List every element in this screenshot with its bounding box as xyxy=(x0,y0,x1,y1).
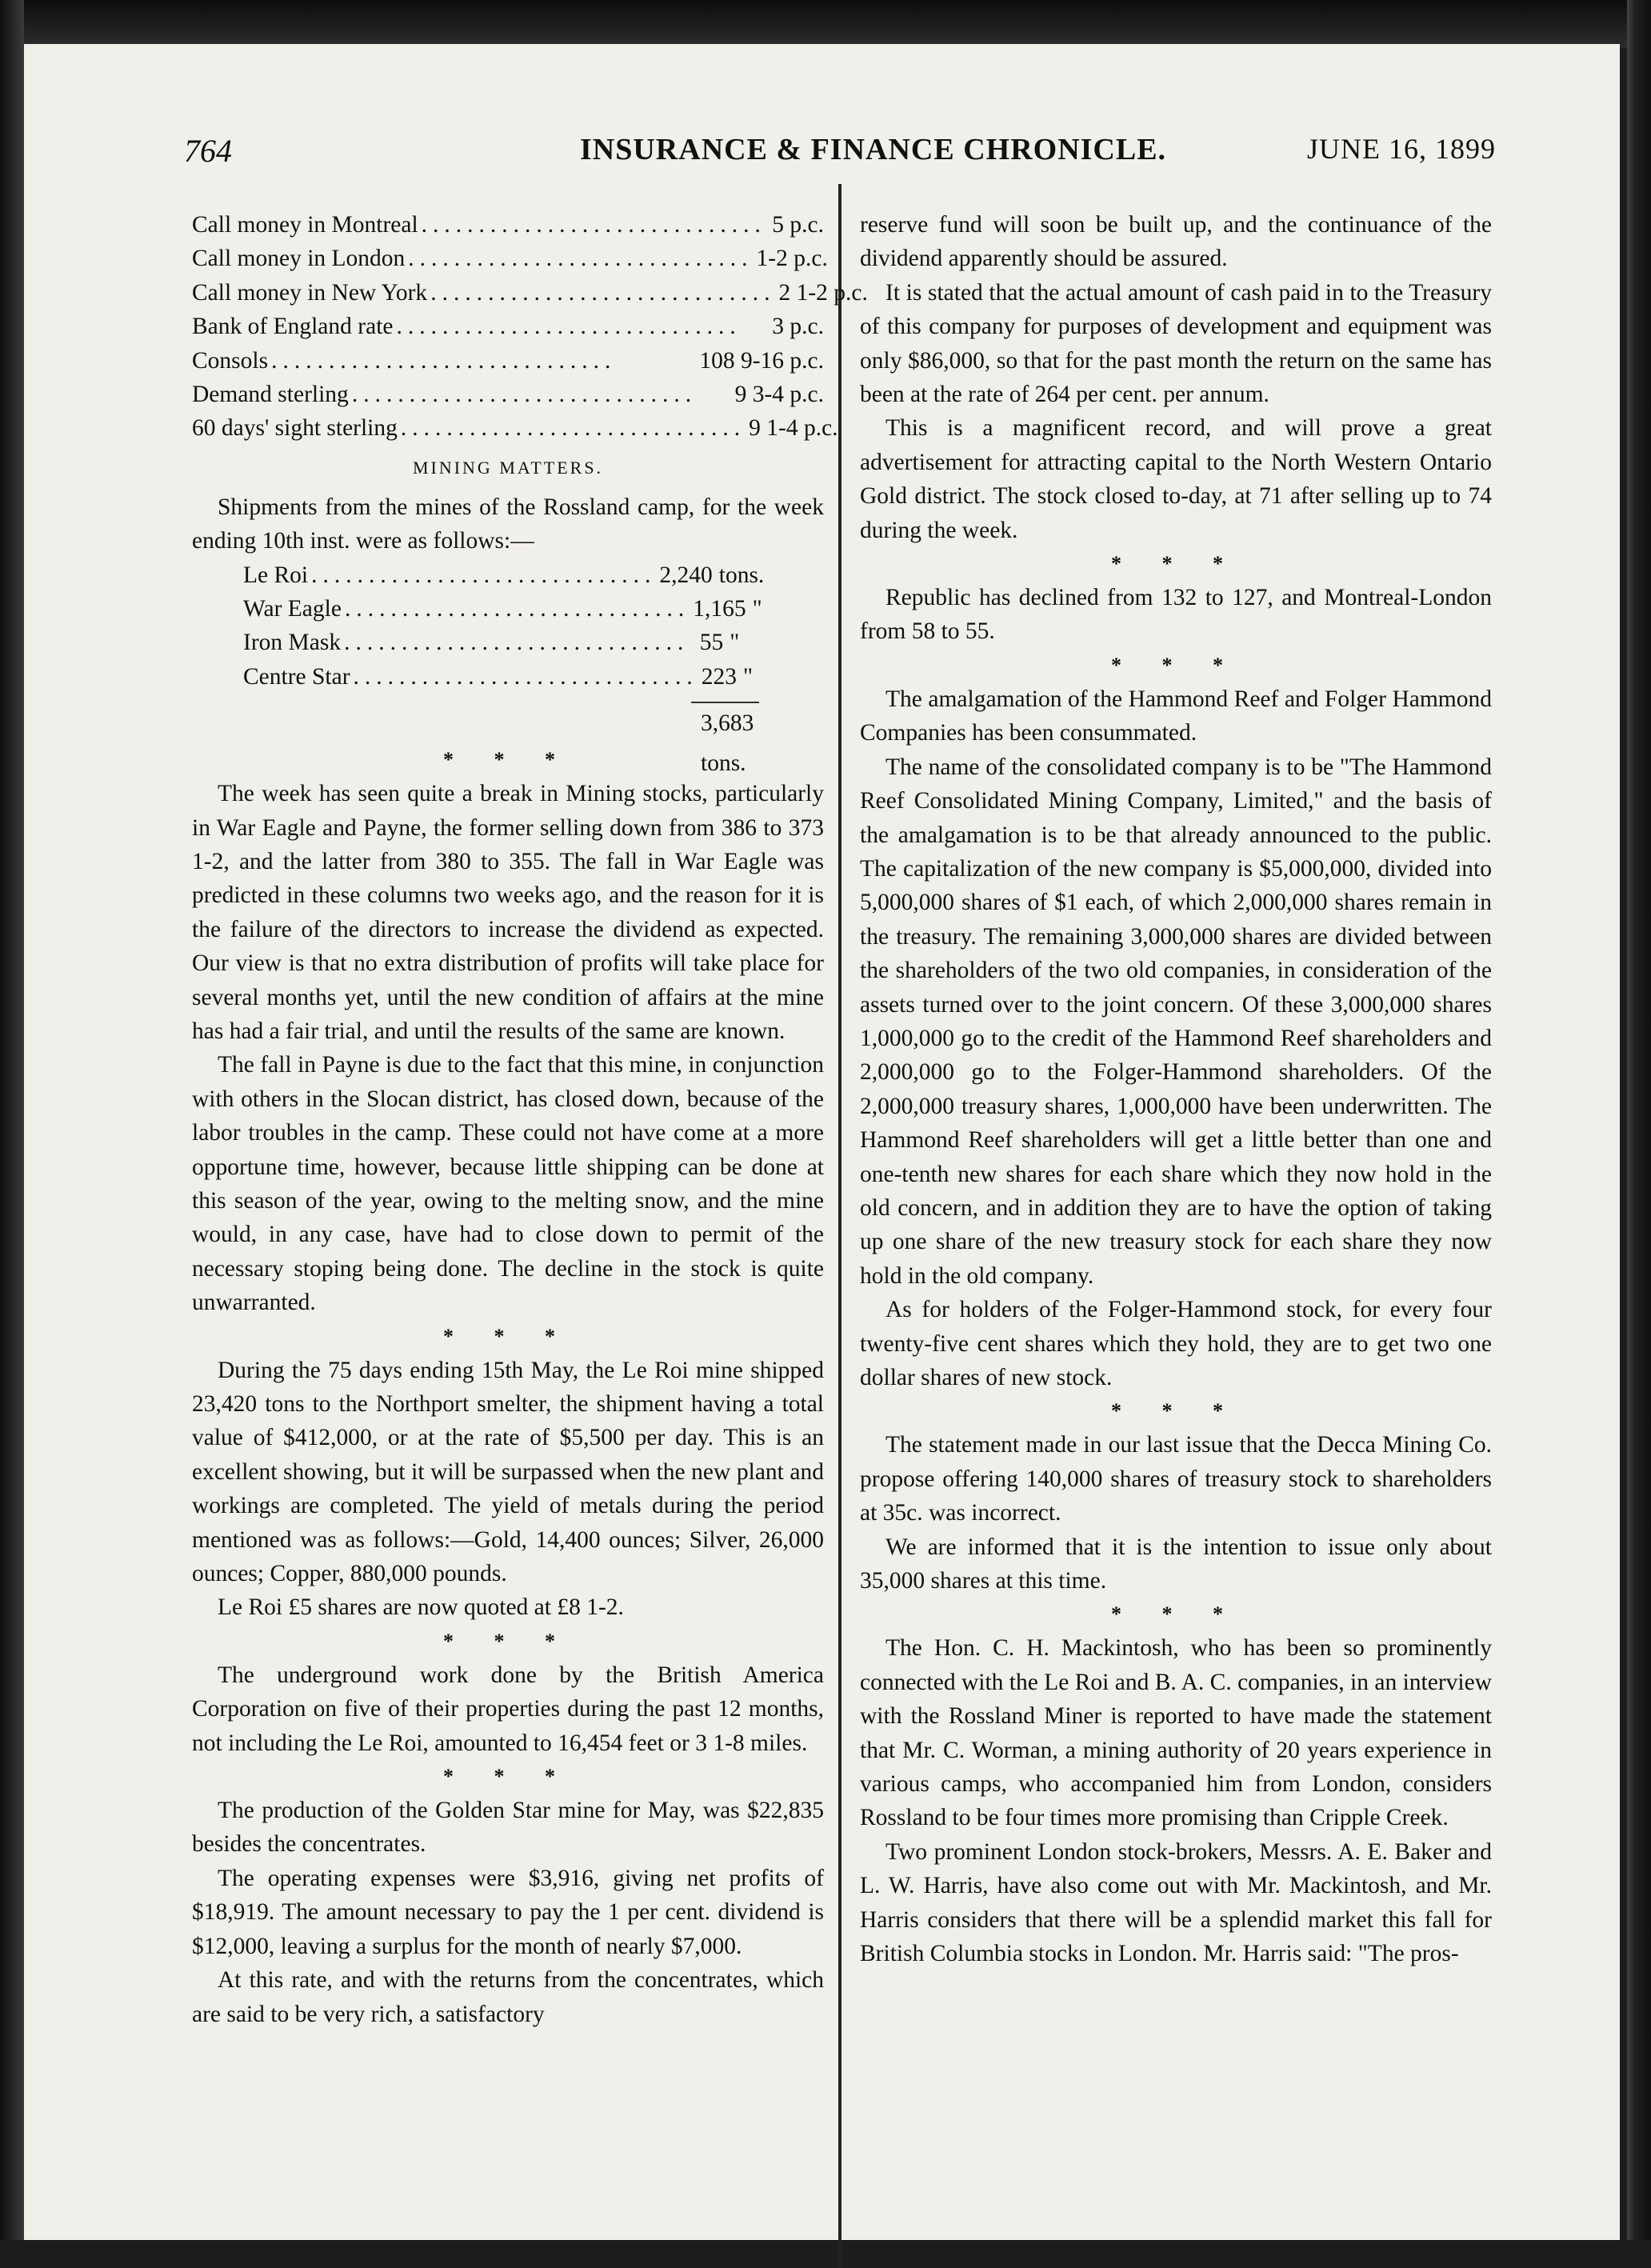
right-column xyxy=(860,208,1492,1971)
article-paragraph: This is a magnificent record, and will prove a great advertisement for attracting capital to the North Western Ontario Gold district. The stock closed to-day, at 71 after selling up to 74 during the week. xyxy=(860,415,1492,543)
rate-value: 1-2 p.c. xyxy=(756,246,828,272)
section-separator: * * * xyxy=(1111,1399,1241,1423)
leader-dots: .............................. xyxy=(400,415,746,442)
leader-dots: .............................. xyxy=(351,381,698,407)
shipment-unit: tons. xyxy=(718,562,765,588)
mine-name: War Eagle xyxy=(243,595,342,622)
rate-value: 5 p.c. xyxy=(772,212,824,238)
leader-dots: .............................. xyxy=(353,663,698,690)
rate-value: 9 3-4 p.c. xyxy=(734,381,824,407)
rate-label: Call money in London xyxy=(192,246,406,272)
shipment-unit: " xyxy=(743,663,754,690)
rate-value: 108 9-16 p.c. xyxy=(699,347,824,374)
rate-label: Demand sterling xyxy=(192,381,349,407)
rate-label: Call money in New York xyxy=(192,279,428,306)
article-paragraph: The fall in Payne is due to the fact that this mine, in conjunction with others in the Slocan district, has closed down, because of the labor troubles in the camp. These could not have come at a more opportune time, however, because little shipping can be done at this season of the year, owing to the melting snow, and the mine would, in any case, have had to close down to permit of the necessary stoping being done. The decline in the stock is quite unwarranted. xyxy=(192,1052,824,1316)
article-paragraph: During the 75 days ending 15th May, the Le Roi mine shipped 23,420 tons to the Northport smelter, the shipment having a total value of $412,000, or at the rate of $5,500 per day. This is an excellent showing, but it will be surpassed when the new plant and workings are completed. The yield of metals during the period mentioned was as follows:—Gold, 14,400 ounces; Silver, 26,000 ounces; Copper, 880,000 pounds. xyxy=(192,1357,824,1587)
section-separator: * * * xyxy=(1111,552,1241,576)
shipment-unit: " xyxy=(752,595,762,622)
article-paragraph: The production of the Golden Star mine for May, was $22,835 besides the concentrates. xyxy=(192,1798,824,1858)
section-heading: MINING MATTERS. xyxy=(412,457,604,478)
leader-dots: .............................. xyxy=(396,314,742,340)
rate-row xyxy=(192,378,824,411)
article-paragraph: The name of the consolidated company is to be "The Hammond Reef Consolidated Mining Company, Limited," and the basis of the amalgamation is to be that already announced to the public. The capitalization of the new company is $5,000,000, divided into 5,000,000 shares of $1 each, of which 2,000,000 shares remain in the treasury. The remaining 3,000,000 shares are divided between the shareholders of the two old companies, in consideration of the assets turned over to the joint concern. Of these 3,000,000 shares 1,000,000 go to the credit of the Hammond Reef shareholders and 2,000,000 go to the Folger-Hammond shareholders. Of the 2,000,000 treasury shares, 1,000,000 have been underwritten. The Hammond Reef shareholders will get a little better than one and one-tenth new shares for each share which they now hold in the old concern, and in addition they are to have the option of taking up one share of the new treasury stock for each share they now hold in the old company. xyxy=(860,754,1492,1289)
article-paragraph: The operating expenses were $3,916, giving net profits of $18,919. The amount necessary to pay the 1 per cent. dividend is $12,000, leaving a surplus for the month of nearly $7,000. xyxy=(192,1865,824,1959)
article-paragraph: Shipments from the mines of the Rossland camp, for the week ending 10th inst. were as follows:— xyxy=(192,494,824,554)
article-paragraph: The Hon. C. H. Mackintosh, who has been so prominently connected with the Le Roi and B. A. C. companies, in an interview with the Rossland Miner is reported to have made the statement that Mr. C. Worman, a mining authority of 20 years experience in various camps, who accompanied him from London, considers Rossland to be four times more promising than Cripple Creek. xyxy=(860,1635,1492,1831)
shipment-row xyxy=(243,558,765,592)
leader-dots: .............................. xyxy=(271,347,617,374)
section-separator: * * * xyxy=(1111,653,1241,677)
shipment-tons: 1,165 xyxy=(693,595,746,622)
article-paragraph: The amalgamation of the Hammond Reef and Folger Hammond Companies has been consummated. xyxy=(860,686,1492,746)
rate-label: Call money in Montreal xyxy=(192,212,418,238)
rate-label: 60 days' sight sterling xyxy=(192,415,398,442)
shipment-tons: 2,240 xyxy=(659,562,713,588)
rate-label: Bank of England rate xyxy=(192,314,394,340)
mine-name: Le Roi xyxy=(243,562,309,588)
scan-border-left xyxy=(0,0,24,2240)
section-separator: * * * xyxy=(443,748,573,772)
scan-border-top xyxy=(0,0,1651,48)
column-divider xyxy=(838,184,841,2268)
rate-row xyxy=(192,310,824,343)
mine-name: Centre Star xyxy=(243,663,350,690)
shipment-row xyxy=(243,592,762,626)
section-separator: * * * xyxy=(443,1629,573,1653)
article-paragraph: It is stated that the actual amount of cash paid in to the Treasury of this company for purposes of development and equipment was only $86,000, so that for the past month the return on the same has been at the rate of 264 per cent. per annum. xyxy=(860,279,1492,408)
shipment-tons: 55 xyxy=(699,630,724,656)
rate-value: 2 1-2 p.c. xyxy=(778,279,868,306)
article-paragraph: The week has seen quite a break in Mining stocks, particularly in War Eagle and Payne, the former selling down from 386 to 373 1-2, and the latter from 380 to 355. The fall in War Eagle was predicted in these columns two weeks ago, and the reason for it is the failure of the directors to increase the dividend as expected. Our view is that no extra distribution of profits will take place for several months yet, until the new condition of affairs at the mine has had a fair trial, and until the results of the same are known. xyxy=(192,781,824,1044)
leader-dots: .............................. xyxy=(311,562,657,588)
left-column xyxy=(192,208,868,2031)
rate-label: Consols xyxy=(192,347,269,374)
shipment-row xyxy=(243,626,755,659)
shipment-row xyxy=(243,660,755,694)
shipment-unit: " xyxy=(730,630,740,656)
rate-value: 3 p.c. xyxy=(772,314,824,340)
article-paragraph: We are informed that it is the intention to issue only about 35,000 shares at this time. xyxy=(860,1534,1492,1594)
article-paragraph: The underground work done by the British America Corporation on five of their properties during the past 12 months, not including the Le Roi, amounted to 16,454 feet or 3 1-8 miles. xyxy=(192,1662,824,1756)
article-paragraph: reserve fund will soon be built up, and the continuance of the dividend apparently should be assured. xyxy=(860,212,1492,272)
rate-row xyxy=(192,344,824,378)
article-paragraph: Le Roi £5 shares are now quoted at £8 1-2. xyxy=(218,1594,624,1621)
money-rates-table xyxy=(192,208,868,446)
shipments-table xyxy=(243,558,765,777)
shipments-total: 3,683 tons. xyxy=(701,710,754,777)
shipment-tons: 223 xyxy=(701,663,738,690)
leader-dots: .............................. xyxy=(421,212,766,238)
rate-value: 9 1-4 p.c. xyxy=(749,415,838,442)
section-separator: * * * xyxy=(443,1765,573,1789)
page-number: 764 xyxy=(184,133,232,169)
publication-title: INSURANCE & FINANCE CHRONICLE. xyxy=(580,133,1167,166)
rate-row xyxy=(192,208,824,242)
leader-dots: .............................. xyxy=(408,246,754,272)
section-separator: * * * xyxy=(443,1324,573,1348)
mine-name: Iron Mask xyxy=(243,630,342,656)
section-separator: * * * xyxy=(1111,1602,1241,1626)
page-header xyxy=(184,124,1496,180)
article-paragraph: As for holders of the Folger-Hammond stock, for every four twenty-five cent shares which they hold, they are to get two one dollar shares of new stock. xyxy=(860,1297,1492,1390)
article-paragraph: At this rate, and with the returns from the concentrates, which are said to be very rich, a satisfactory xyxy=(192,1967,824,2027)
rate-row xyxy=(192,276,868,310)
scan-border-right xyxy=(1627,0,1651,2240)
article-paragraph: Republic has declined from 132 to 127, and Montreal-London from 58 to 55. xyxy=(860,585,1492,645)
article-paragraph: The statement made in our last issue that the Decca Mining Co. propose offering 140,000 shares of treasury stock to shareholders at 35c. was incorrect. xyxy=(860,1432,1492,1526)
leader-dots: .............................. xyxy=(344,630,690,656)
newspaper-page xyxy=(24,44,1620,2240)
leader-dots: .............................. xyxy=(430,279,776,306)
rate-row xyxy=(192,242,828,275)
rate-row xyxy=(192,411,838,445)
issue-date: JUNE 16, 1899 xyxy=(1307,133,1496,165)
article-paragraph: Two prominent London stock-brokers, Messrs. A. E. Baker and L. W. Harris, have also come out with Mr. Mackintosh, and Mr. Harris considers that there will be a splendid market this fall for British Columbia stocks in London. Mr. Harris said: "The pros- xyxy=(860,1838,1492,1967)
leader-dots: .............................. xyxy=(344,595,690,622)
